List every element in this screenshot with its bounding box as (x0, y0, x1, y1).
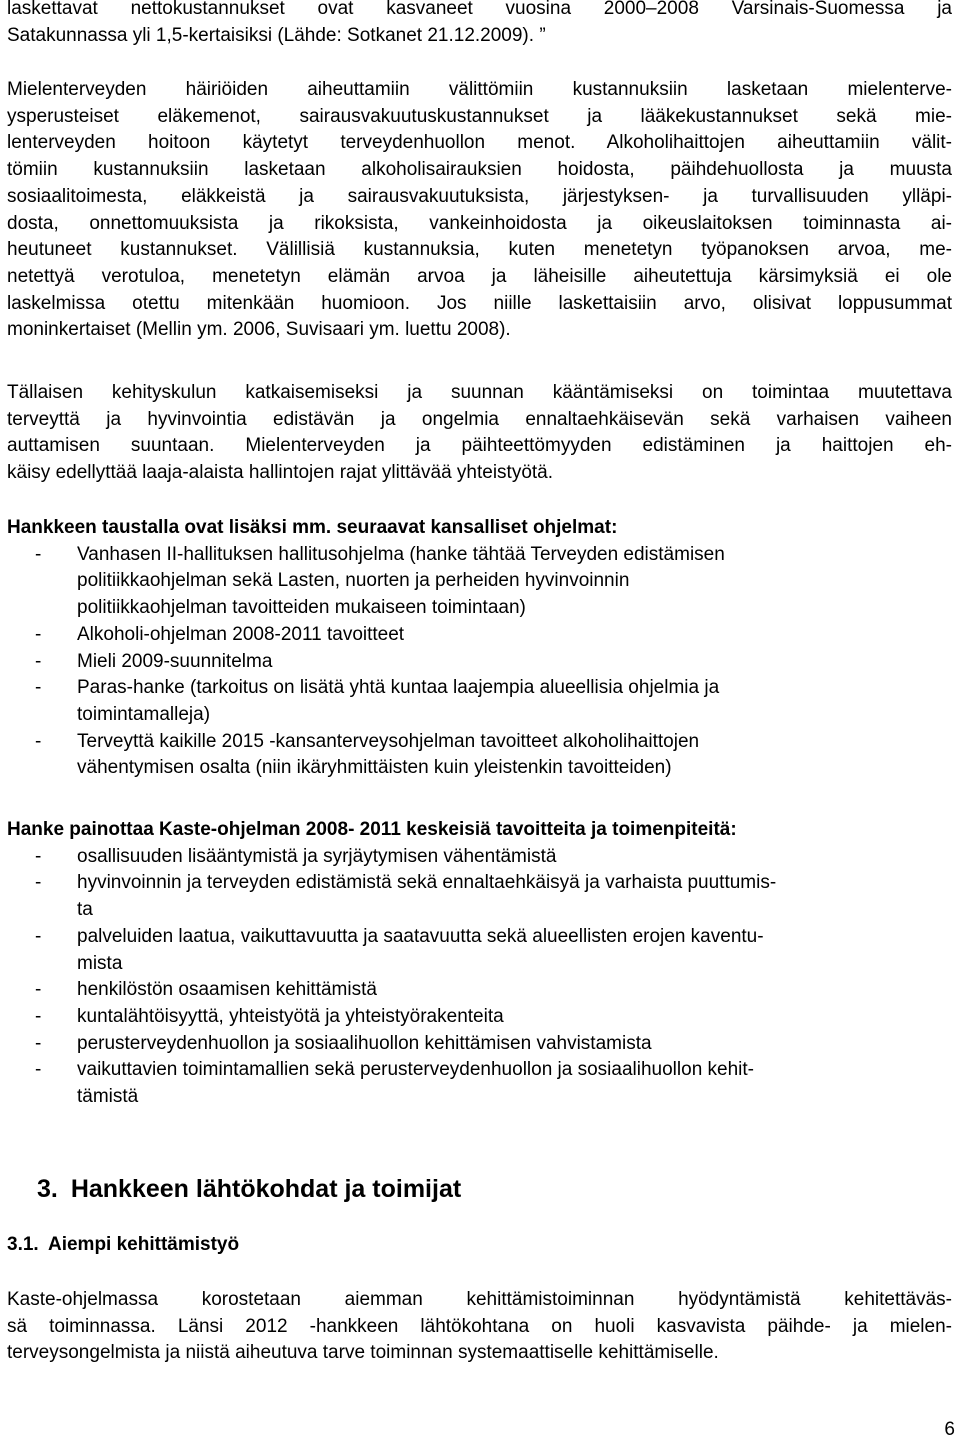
dash-bullet-icon: - (35, 730, 42, 752)
list-item (7, 1004, 952, 1031)
kaste-list (7, 844, 952, 1111)
kaste-heading: Hanke painottaa Kaste-ohjelman 2008- 2011 keskeisiä tavoitteita ja toimenpiteitä: (7, 819, 737, 840)
direction-paragraph (7, 380, 952, 487)
section-3-heading (37, 1173, 461, 1205)
list-item (7, 870, 952, 923)
text-line: laskelmissa otettu mitenkään huomioon. Jos niille laskettaisiin arvo, olisivat loppusummat (7, 292, 952, 314)
dash-bullet-icon: - (35, 979, 42, 1001)
text-line: terveyttä ja hyvinvointia edistävän ja ongelmia ennaltaehkäisevän sekä varhaisen vaiheen (7, 408, 952, 430)
dash-bullet-icon: - (35, 1032, 42, 1054)
text-line: laskettavat nettokustannukset ovat kasvaneet vuosina 2000–2008 Varsinais-Suomessa ja (7, 0, 952, 19)
list-item (7, 924, 952, 977)
dash-bullet-icon: - (35, 1005, 42, 1027)
text-line: osallisuuden lisääntymistä ja syrjäytymisen vähentämistä (77, 845, 557, 867)
dash-bullet-icon: - (35, 677, 42, 699)
text-line: hyvinvoinnin ja terveyden edistämistä sekä ennaltaehkäisyä ja varhaista puuttumis- (77, 872, 777, 894)
previous-work-paragraph (7, 1287, 952, 1367)
page-number: 6 (944, 1419, 955, 1440)
list-item (7, 1031, 952, 1058)
dash-bullet-icon: - (35, 543, 42, 565)
text-line: vaikuttavien toimintamallien sekä perusterveydenhuollon ja sosiaalihuollon kehit- (77, 1059, 754, 1081)
list-item (7, 729, 952, 782)
list-item (7, 649, 952, 676)
text-line: tämistä (77, 1086, 139, 1108)
text-line: netettyä verotuloa, menetetyn elämän arvoa ja läheisille aiheutettuja kärsimyksiä ei ole (7, 265, 952, 287)
text-line: politiikkaohjelman tavoitteiden mukaiseen toimintaan) (77, 597, 526, 619)
text-line: palveluiden laatua, vaikuttavuutta ja saatavuutta sekä alueellisten erojen kaventu- (77, 925, 764, 947)
section-number: 3.1. (7, 1234, 39, 1255)
text-line: Mieli 2009-suunnitelma (77, 650, 273, 672)
text-line: Paras-hanke (tarkoitus on lisätä yhtä kuntaa laajempia alueellisia ohjelmia ja (77, 677, 720, 699)
section-number: 3. (37, 1175, 58, 1203)
text-line: sosiaalitoimesta, eläkkeistä ja sairausvakuutuksista, järjestyksen- ja turvallisuuden ylläpi- (7, 185, 952, 207)
text-line: Alkoholi-ohjelman 2008-2011 tavoitteet (77, 623, 405, 645)
text-line: käisy edellyttää laaja-alaista hallintojen rajat ylittävää yhteistyötä. (7, 462, 554, 484)
section-title: Aiempi kehittämistyö (47, 1234, 240, 1255)
text-line: perusterveydenhuollon ja sosiaalihuollon kehittämisen vahvistamista (77, 1032, 652, 1054)
text-line: henkilöstön osaamisen kehittämistä (77, 979, 377, 1001)
section-title: Hankkeen lähtökohdat ja toimijat (70, 1175, 462, 1203)
dash-bullet-icon: - (35, 623, 42, 645)
text-line: Satakunnassa yli 1,5-kertaisiksi (Lähde: Sotkanet 21.12.2009). ” (7, 24, 546, 46)
text-line: Terveyttä kaikille 2015 -kansanterveysohjelman tavoitteet alkoholihaittojen (77, 730, 700, 752)
text-line: auttamisen suuntaan. Mielenterveyden ja päihteettömyyden edistäminen ja haittojen eh- (7, 435, 952, 457)
list-item (7, 977, 952, 1004)
text-line: lenterveyden hoitoon käytetyt terveydenhuollon menot. Alkoholihaittojen aiheuttamiin välit- (7, 132, 952, 154)
dash-bullet-icon: - (35, 845, 42, 867)
text-line: Kaste-ohjelmassa korostetaan aiemman kehittämistoiminnan hyödyntämistä kehitettäväs- (7, 1289, 952, 1310)
section-3-1-heading (7, 1234, 239, 1256)
dash-bullet-icon: - (35, 1059, 42, 1081)
text-line: Tällaisen kehityskulun katkaisemiseksi ja suunnan kääntämiseksi on toimintaa muutettava (7, 382, 952, 403)
list-item (7, 542, 952, 622)
text-line: toimintamalleja) (77, 703, 211, 725)
text-line: sä toiminnassa. Länsi 2012 -hankkeen lähtökohtana on huoli kasvavista päihde- ja mielen- (7, 1315, 952, 1337)
dash-bullet-icon: - (35, 650, 42, 672)
text-line: Vanhasen II-hallituksen hallitusohjelma (hanke tähtää Terveyden edistämisen (77, 543, 725, 565)
list-item (7, 1057, 952, 1110)
text-line: ysperusteiset eläkemenot, sairausvakuutuskustannukset ja lääkekustannukset sekä mie- (7, 105, 952, 127)
list-item (7, 675, 952, 728)
text-line: kuntalähtöisyyttä, yhteistyötä ja yhteistyörakenteita (77, 1005, 504, 1027)
text-line: ta (77, 899, 93, 921)
kaste-section (7, 817, 952, 1111)
text-line: mista (77, 952, 123, 974)
costs-paragraph (7, 77, 952, 344)
list-item (7, 622, 952, 649)
national-programs-heading: Hankkeen taustalla ovat lisäksi mm. seuraavat kansalliset ohjelmat: (7, 517, 618, 538)
dash-bullet-icon: - (35, 925, 42, 947)
list-item (7, 844, 952, 871)
national-programs-list (7, 542, 952, 782)
text-line: Mielenterveyden häiriöiden aiheuttamiin välittömiin kustannuksiin lasketaan mielenterve- (7, 79, 952, 100)
text-line: dosta, onnettomuuksista ja rikoksista, vankeinhoidosta ja oikeuslaitoksen toiminnasta ai- (7, 212, 952, 234)
dash-bullet-icon: - (35, 872, 42, 894)
text-line: vähentymisen osalta (niin ikäryhmittäisten kuin yleistenkin tavoitteiden) (77, 757, 672, 779)
text-line: moninkertaiset (Mellin ym. 2006, Suvisaari ym. luettu 2008). (7, 319, 511, 341)
national-programs-section (7, 515, 952, 782)
intro-paragraph (7, 0, 952, 49)
text-line: heutuneet kustannukset. Välillisiä kustannuksia, kuten menetetyn työpanoksen arvoa, me- (7, 239, 952, 261)
text-line: tömiin kustannuksiin lasketaan alkoholisairauksien hoidosta, päihdehuollosta ja muusta (7, 159, 952, 181)
text-line: terveysongelmista ja niistä aiheutuva tarve toiminnan systemaattiselle kehittämiselle. (7, 1342, 719, 1364)
text-line: politiikkaohjelman sekä Lasten, nuorten ja perheiden hyvinvoinnin (77, 570, 630, 592)
